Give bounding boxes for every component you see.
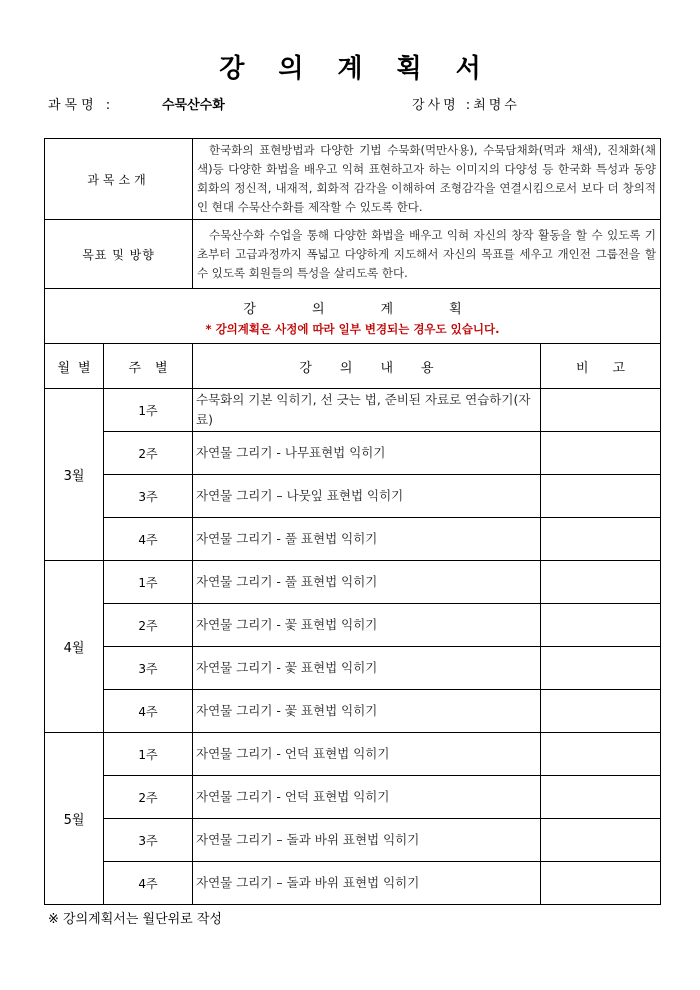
note-cell	[541, 733, 661, 776]
goal-label: 목표 및 방향	[45, 220, 193, 289]
week-cell: 2주	[104, 432, 193, 475]
week-cell: 3주	[104, 475, 193, 518]
instructor-name: 최명수	[473, 98, 520, 113]
week-cell: 3주	[104, 647, 193, 690]
content-cell: 자연물 그리기 - 꽃 표현법 익히기	[193, 690, 541, 733]
document-title: 강의계획서	[219, 54, 515, 84]
lecture-plan-table	[44, 138, 661, 905]
content-cell: 자연물 그리기 - 꽃 표현법 익히기	[193, 647, 541, 690]
instructor-label: 강사명 :	[412, 98, 474, 113]
content-cell: 자연물 그리기 – 돌과 바위 표현법 익히기	[193, 819, 541, 862]
week-row	[45, 604, 661, 647]
col-month-header: 월별	[45, 344, 104, 389]
week-row	[45, 733, 661, 776]
goal-text-cell	[193, 220, 661, 289]
intro-text: 한국화의 표현방법과 다양한 기법 수묵화(먹만사용), 수묵담채화(먹과 채색), 진채화(채색)등 다양한 화법을 배우고 익혀 표현하고자 하는 이미지의 다양성 등 한국화 특성과 동양회화의 정신적, 내재적, 회화적 감각을 이해하여 조형감각을 연결시킴으로서 보다 더 창의적인 현대 수묵산수화를 제작할 수 있도록 한다.	[197, 143, 657, 214]
content-cell: 자연물 그리기 – 돌과 바위 표현법 익히기	[193, 862, 541, 905]
content-cell: 자연물 그리기 - 언덕 표현법 익히기	[193, 733, 541, 776]
week-row	[45, 561, 661, 604]
intro-label: 과목소개	[45, 139, 193, 220]
note-cell	[541, 518, 661, 561]
week-cell: 1주	[104, 561, 193, 604]
plan-heading-row	[45, 289, 661, 344]
col-note-header: 비고	[541, 344, 661, 389]
week-row	[45, 432, 661, 475]
goal-text: 수묵산수화 수업을 통해 다양한 화법을 배우고 익혀 자신의 창작 활동을 할 수 있도록 기초부터 고급과정까지 폭넓고 다양하게 지도해서 자신의 목표를 세우고 개인전 그룹전을 할 수 있도록 회원들의 특성을 살리도록 한다.	[197, 227, 657, 280]
note-cell	[541, 389, 661, 432]
week-row	[45, 776, 661, 819]
week-row	[45, 647, 661, 690]
intro-text-cell	[193, 139, 661, 220]
col-week-header: 주별	[104, 344, 193, 389]
note-cell	[541, 776, 661, 819]
week-row	[45, 518, 661, 561]
note-cell	[541, 647, 661, 690]
note-cell	[541, 561, 661, 604]
content-cell: 자연물 그리기 - 풀 표현법 익히기	[193, 518, 541, 561]
course-label: 과목명 :	[48, 98, 115, 113]
content-cell: 자연물 그리기 - 나무표현법 익히기	[193, 432, 541, 475]
goal-row	[45, 220, 661, 289]
week-cell: 1주	[104, 733, 193, 776]
week-row	[45, 862, 661, 905]
week-cell: 4주	[104, 862, 193, 905]
note-cell	[541, 432, 661, 475]
week-row	[45, 690, 661, 733]
month-cell: 3월	[45, 389, 104, 561]
week-cell: 2주	[104, 604, 193, 647]
month-cell: 5월	[45, 733, 104, 905]
col-content-header: 강의내용	[193, 344, 541, 389]
column-header-row	[45, 344, 661, 389]
note-cell	[541, 819, 661, 862]
plan-heading-cell	[45, 289, 661, 344]
week-cell: 2주	[104, 776, 193, 819]
week-row	[45, 389, 661, 432]
note-cell	[541, 690, 661, 733]
intro-row	[45, 139, 661, 220]
note-cell	[541, 475, 661, 518]
week-row	[45, 475, 661, 518]
week-cell: 4주	[104, 690, 193, 733]
course-info	[48, 94, 225, 113]
content-cell: 자연물 그리기 – 나뭇잎 표현법 익히기	[193, 475, 541, 518]
note-cell	[541, 604, 661, 647]
plan-heading: 강의계획	[243, 301, 518, 317]
week-row	[45, 819, 661, 862]
content-cell: 자연물 그리기 - 언덕 표현법 익히기	[193, 776, 541, 819]
change-notice: * 강의계획은 사정에 따라 일부 변경되는 경우도 있습니다.	[205, 321, 500, 336]
course-name: 수묵산수화	[162, 98, 225, 113]
instructor-info	[412, 94, 520, 113]
content-cell: 수묵화의 기본 익히기, 선 긋는 법, 준비된 자료로 연습하기(자료)	[193, 389, 541, 432]
content-cell: 자연물 그리기 - 풀 표현법 익히기	[193, 561, 541, 604]
week-cell: 1주	[104, 389, 193, 432]
month-cell: 4월	[45, 561, 104, 733]
week-cell: 3주	[104, 819, 193, 862]
note-cell	[541, 862, 661, 905]
footer-note: ※ 강의계획서는 월단위로 작성	[48, 912, 222, 927]
content-cell: 자연물 그리기 - 꽃 표현법 익히기	[193, 604, 541, 647]
week-cell: 4주	[104, 518, 193, 561]
